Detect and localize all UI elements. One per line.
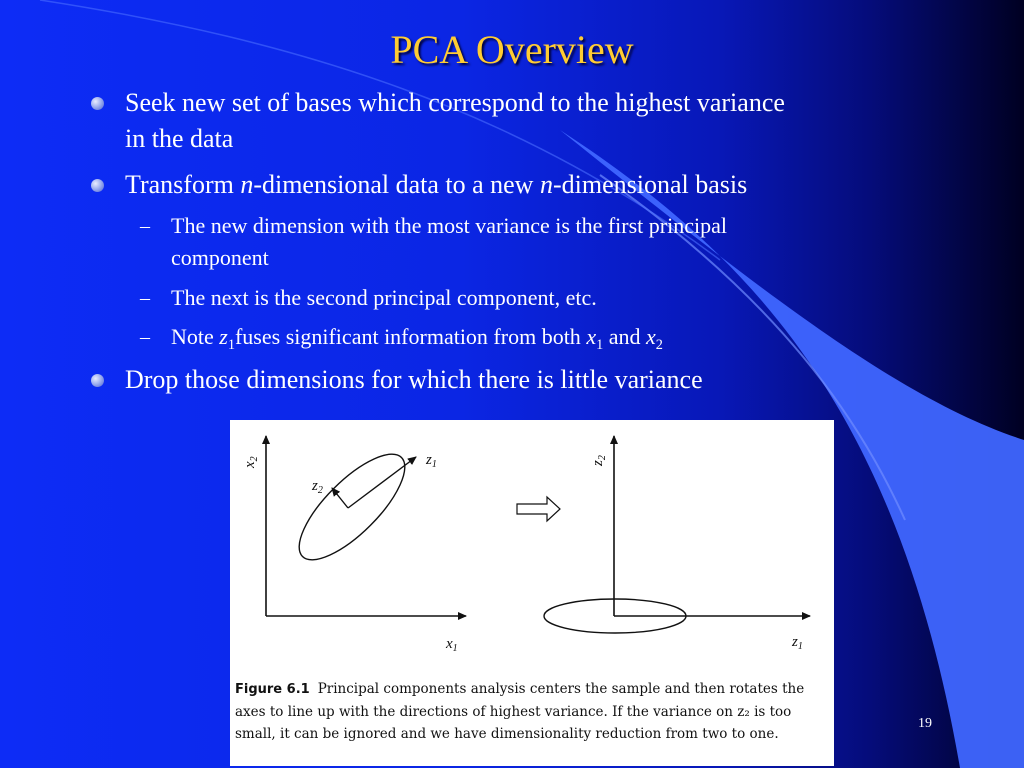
page-number: 19	[918, 716, 932, 731]
bullet-2-text: Transform	[125, 170, 241, 199]
z-subscript: 1	[227, 337, 235, 353]
bullet-dot	[91, 374, 104, 387]
data-ellipse-tilted	[284, 439, 420, 575]
dash-marker: –	[140, 287, 150, 309]
dash-marker: –	[140, 326, 150, 348]
bullet-1-line-2: in the data	[125, 124, 234, 153]
sub-bullet-1	[171, 210, 871, 274]
sub-bullet-1-line-2: component	[171, 245, 269, 270]
sub-bullet-2: The next is the second principal component, etc.	[171, 285, 597, 310]
right-y-label: $z_2$	[590, 455, 608, 466]
z2-label: $z_2$	[312, 478, 323, 496]
x1-subscript: 1	[596, 337, 604, 353]
n-variable: n	[240, 170, 254, 199]
x-variable: x	[646, 324, 656, 349]
z2-axis-arrow	[332, 488, 348, 508]
z-variable: z	[219, 324, 228, 349]
figure-caption	[235, 678, 830, 745]
bullet-2-text: -dimensional basis	[552, 170, 748, 199]
bullet-2	[125, 167, 935, 203]
sub-bullet-3-text: Note	[171, 324, 220, 349]
sub-bullet-3-text: fuses significant information from both	[234, 324, 587, 349]
pca-diagram	[230, 420, 834, 670]
x-variable: x	[586, 324, 597, 349]
pca-figure	[230, 420, 834, 766]
bullet-1	[125, 85, 935, 157]
bullet-2-text: -dimensional data to a new	[253, 170, 540, 199]
slide-title: PCA Overview	[390, 27, 634, 72]
sub-bullet-3	[171, 321, 871, 361]
z1-label: $z_1$	[426, 452, 437, 470]
bullet-dot	[91, 97, 104, 110]
left-x-label: $x_1$	[446, 636, 458, 654]
z1-axis-arrow	[348, 457, 416, 508]
transform-arrow-icon	[517, 497, 560, 521]
caption-label: Figure 6.1	[235, 682, 310, 697]
bullet-dot	[91, 179, 104, 192]
caption-text: Principal components analysis centers the sample and then rotates the axes to line up with the directions of highest variance. If the variance on z₂ is too small, it can be ignored and we have dimensionality reduction from two to one.	[235, 681, 805, 742]
x2-subscript: 2	[655, 337, 663, 353]
n-variable: n	[539, 170, 553, 199]
sub-bullet-1-line-1: The new dimension with the most variance is the first principal	[171, 213, 727, 238]
bullet-1-line-1: Seek new set of bases which correspond to the highest variance	[125, 88, 785, 117]
left-y-label: $x_2$	[242, 456, 260, 468]
bullet-3: Drop those dimensions for which there is little variance	[125, 365, 703, 394]
sub-bullet-3-text: and	[603, 324, 646, 349]
dash-marker: –	[140, 215, 150, 237]
right-x-label: $z_1$	[792, 634, 803, 652]
